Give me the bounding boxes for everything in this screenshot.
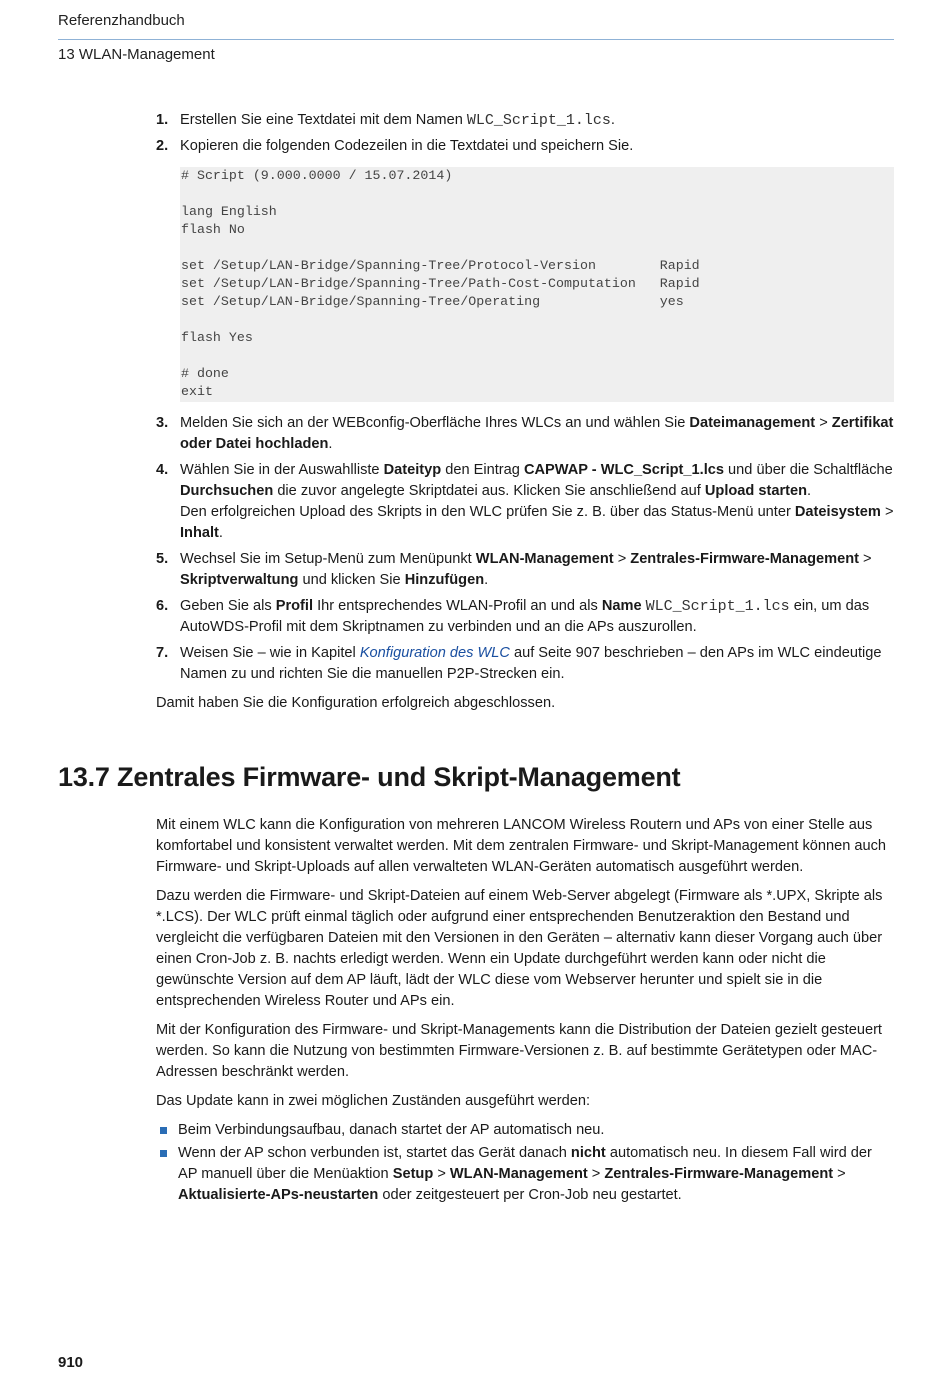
step-3: 3. Melden Sie sich an der WEBconfig-Oberfläche Ihres WLCs an und wählen Sie Dateimanagement > Zertifikat oder Datei hochladen. — [156, 415, 894, 452]
paragraph-4: Das Update kann in zwei möglichen Zuständen ausgeführt werden: — [156, 1093, 591, 1109]
procedure-steps — [156, 110, 894, 157]
filename-code: WLC_Script_1.lcs — [466, 112, 611, 129]
step-2: 2. Kopieren die folgenden Codezeilen in die Textdatei und speichern Sie. — [156, 136, 894, 157]
step-number: 2. — [156, 138, 169, 154]
paragraph-2: Dazu werden die Firmware- und Skript-Dateien auf einem Web-Server abgelegt (Firmware als *.UPX, Skripte als *.LCS). Der WLC prüft einmal täglich oder aufgrund einer entsprechenden Benutzeraktion den Bestand und vergleicht die verfügbaren Dateien mit den Versionen in den Geräten – alternativ kann dieser Vorgang auch über einen Cron-Job z. B. nachts erledigt werden. Wenn ein Update durchgeführt werden kann oder nicht die gewünschte Version auf dem AP läuft, lädt der WLC diese vom Webserver herunter und spielt sie in die entsprechenden Wireless Router und APs ein. — [156, 888, 883, 1009]
step-5: 5. Wechsel Sie im Setup-Menü zum Menüpunkt WLAN-Management > Zentrales-Firmware-Management > Skriptverwaltung und klicken Sie Hinzufügen. — [156, 551, 872, 588]
step-7: 7. Weisen Sie – wie in Kapitel Konfiguration des WLC auf Seite 907 beschrieben – den APs im WLC eindeutige Namen zu und richten Sie die manuellen P2P-Strecken ein. — [156, 645, 882, 682]
bullet-square-icon — [160, 1127, 167, 1134]
step-1: 1. Erstellen Sie eine Textdatei mit dem Namen WLC_Script_1.lcs. — [156, 112, 615, 129]
code-block[interactable]: # Script (9.000.0000 / 15.07.2014) lang English flash No set /Setup/LAN-Bridge/Spanning-Tree/Protocol-Version Rapid set /Setup/LAN-Bridge/Spanning-Tree/Path-Cost-Computation Rapid set /Setup/LAN-Bridge/Spanning-Tree/Operating yes flash Yes # done exit — [180, 167, 894, 402]
filename-code: WLC_Script_1.lcs — [645, 598, 790, 615]
running-header-chapter: 13 WLAN-Management — [58, 46, 215, 63]
step-6: 6. Geben Sie als Profil Ihr entsprechendes WLAN-Profil an und als Name WLC_Script_1.lcs ein, um das AutoWDS-Profil mit dem Skriptnamen zu verbinden und an die APs auszurollen. — [156, 598, 870, 635]
conclusion-text: Damit haben Sie die Konfiguration erfolgreich abgeschlossen. — [156, 695, 556, 711]
list-item: Wenn der AP schon verbunden ist, startet das Gerät danach nicht automatisch neu. In diesem Fall wird der AP manuell über die Menüaktion Setup > WLAN-Management > Zentrales-Firmware-Management > Aktualisierte-APs-neustarten oder zeitgesteuert per Cron-Job neu gestartet. — [156, 1143, 894, 1206]
paragraph-3: Mit der Konfiguration des Firmware- und Skript-Managements kann die Distribution der Dateien gezielt gesteuert werden. So kann die Nutzung von bestimmten Firmware-Versionen z. B. auf bestimmte Gerätetypen oder MAC-Adressen beschränkt werden. — [156, 1022, 882, 1080]
step-number: 1. — [156, 112, 169, 128]
paragraph-1: Mit einem WLC kann die Konfiguration von mehreren LANCOM Wireless Routern und APs von einer Stelle aus komfortabel und konsistent verwaltet werden. Mit dem zentralen Firmware- und Skript-Management können auch Firmware- und Skript-Uploads auf allen verwalteten WLAN-Geräten automatisch ausgeführt werden. — [156, 817, 887, 875]
section-body — [156, 815, 894, 1208]
header-divider — [58, 39, 894, 40]
step-4: 4. Wählen Sie in der Auswahlliste Dateityp den Eintrag CAPWAP - WLC_Script_1.lcs und über die Schaltfläche Durchsuchen die zuvor angelegte Skriptdatei aus. Klicken Sie anschließend auf Upload starten. Den erfolgreichen Upload des Skripts in den WLC prüfen Sie z. B. über das Status-Menü unter Dateisystem > Inhalt. — [156, 462, 894, 541]
cross-reference-link[interactable]: Konfiguration des WLC — [359, 645, 510, 661]
page-number: 910 — [58, 1354, 84, 1371]
running-header-book: Referenzhandbuch — [58, 12, 185, 29]
list-item: Beim Verbindungsaufbau, danach startet der AP automatisch neu. — [156, 1120, 894, 1141]
bullet-square-icon — [160, 1150, 167, 1157]
procedure-steps-continued — [156, 413, 894, 722]
bullet-list — [156, 1120, 894, 1206]
code-block-wrapper — [180, 167, 894, 408]
section-heading: 13.7 Zentrales Firmware- und Skript-Management — [58, 762, 681, 792]
